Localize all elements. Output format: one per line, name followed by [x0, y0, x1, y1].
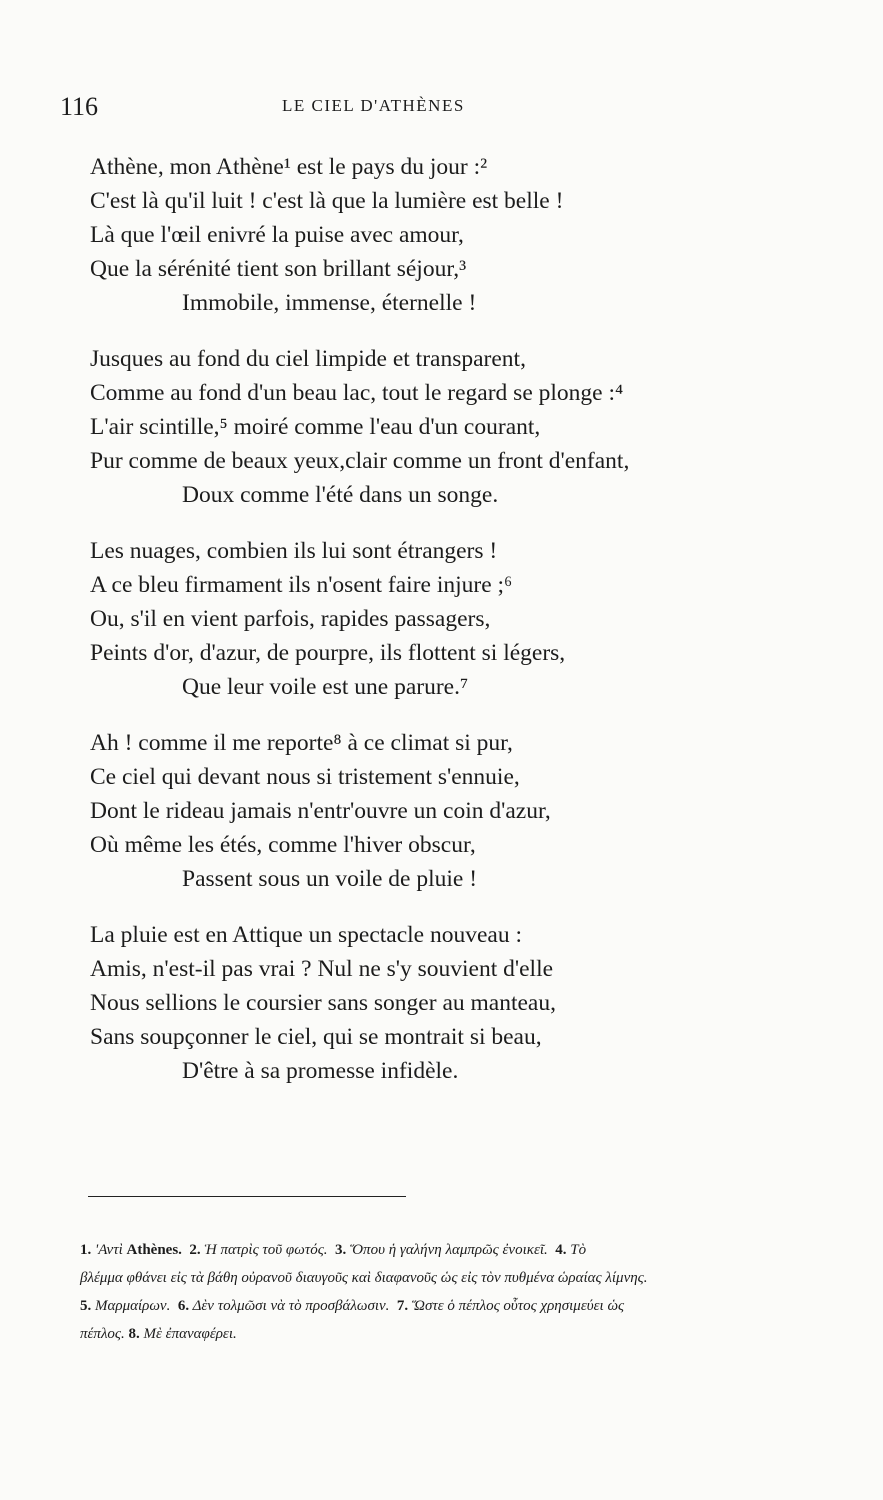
verse-line: Comme au fond d'un beau lac, tout le regard se plonge :⁴	[90, 380, 624, 406]
verse-line: L'air scintille,⁵ moiré comme l'eau d'un courant,	[90, 414, 541, 440]
stanza-2	[90, 342, 850, 512]
verse-line: Sans soupçonner le ciel, qui se montrait si beau,	[90, 1024, 542, 1050]
verse-line: C'est là qu'il luit ! c'est là que la lumière est belle !	[90, 188, 564, 214]
verse-line: La pluie est en Attique un spectacle nouveau :	[90, 922, 522, 948]
stanza-1	[90, 150, 850, 320]
footnote-number: 7.	[396, 1298, 409, 1314]
footnote-line	[80, 1236, 840, 1264]
footnote-text: Ὅπου ἡ γαλήνη λαμπρῶς ἐνοικεῖ.	[350, 1242, 548, 1258]
stanza-5	[90, 918, 850, 1088]
footnote-number: 5.	[80, 1298, 92, 1314]
poem	[90, 150, 850, 1110]
footnote-line	[80, 1292, 840, 1320]
verse-line: Les nuages, combien ils lui sont étrangers !	[90, 538, 498, 564]
verse-line-refrain: Que leur voile est une parure.⁷	[182, 674, 469, 700]
footnote-line	[80, 1320, 840, 1348]
footnote-number: 3.	[335, 1242, 347, 1258]
footnote-text: Μαρμαίρων.	[95, 1298, 171, 1314]
footnote-rule	[88, 1196, 406, 1197]
running-head: LE CIEL D'ATHÈNES	[282, 96, 465, 115]
footnote-text: Athènes.	[126, 1242, 182, 1258]
stanza-4	[90, 726, 850, 896]
footnote-number: 8.	[128, 1326, 140, 1342]
verse-line: Ce ciel qui devant nous si tristement s'ennuie,	[90, 764, 520, 790]
verse-line: Pur comme de beaux yeux,clair comme un front d'enfant,	[90, 448, 630, 474]
verse-line: Dont le rideau jamais n'entr'ouvre un coin d'azur,	[90, 798, 551, 824]
verse-line: A ce bleu firmament ils n'osent faire injure ;⁶	[90, 572, 513, 598]
verse-line: Amis, n'est-il pas vrai ? Nul ne s'y souvient d'elle	[90, 956, 554, 982]
verse-line: Ou, s'il en vient parfois, rapides passagers,	[90, 606, 491, 632]
verse-line: Jusques au fond du ciel limpide et transparent,	[90, 346, 526, 372]
footnote-text: Δὲν τολμῶσι νὰ τὸ προσβάλωσιν.	[192, 1298, 390, 1314]
verse-line: Nous sellions le coursier sans songer au manteau,	[90, 990, 556, 1016]
footnotes	[80, 1236, 840, 1348]
page-header	[60, 92, 840, 128]
verse-line: Athène, mon Athène¹ est le pays du jour :²	[90, 154, 488, 180]
verse-line-refrain: D'être à sa promesse infidèle.	[182, 1058, 459, 1084]
verse-line-refrain: Passent sous un voile de pluie !	[182, 866, 478, 892]
footnote-number: 6.	[177, 1298, 190, 1314]
verse-line: Que la sérénité tient son brillant séjour,³	[90, 256, 467, 282]
verse-line: Ah ! comme il me reporte⁸ à ce climat si pur,	[90, 730, 513, 756]
verse-line: Peints d'or, d'azur, de pourpre, ils flottent si légers,	[90, 640, 566, 666]
footnote-text: πέπλος.	[80, 1326, 125, 1342]
verse-line: Où même les étés, comme l'hiver obscur,	[90, 832, 476, 858]
verse-line: Là que l'œil enivré la puise avec amour,	[90, 222, 464, 248]
footnote-text: Μὲ ἐπαναφέρει.	[143, 1326, 237, 1342]
footnote-number: 4.	[555, 1242, 567, 1258]
verse-line-refrain: Immobile, immense, éternelle !	[182, 290, 477, 316]
footnote-text: Ἡ πατρὶς τοῦ φωτός.	[204, 1242, 328, 1258]
footnote-line: βλέμμα φθάνει εἰς τὰ βάθη οὐρανοῦ διαυγοῦς καὶ διαφανοῦς ὡς εἰς τὸν πυθμένα ὡραίας λίμνης.	[80, 1270, 648, 1286]
footnote-number: 1.	[80, 1242, 92, 1258]
footnote-text: 'Αντὶ	[95, 1242, 123, 1258]
footnote-number: 2.	[189, 1242, 201, 1258]
verse-line-refrain: Doux comme l'été dans un songe.	[182, 482, 499, 508]
footnote-text: Τὸ	[570, 1242, 587, 1258]
stanza-3	[90, 534, 850, 704]
footnote-text: Ὥστε ὁ πέπλος οὗτος χρησιμεύει ὡς	[411, 1298, 625, 1314]
page-number: 116	[60, 92, 99, 121]
